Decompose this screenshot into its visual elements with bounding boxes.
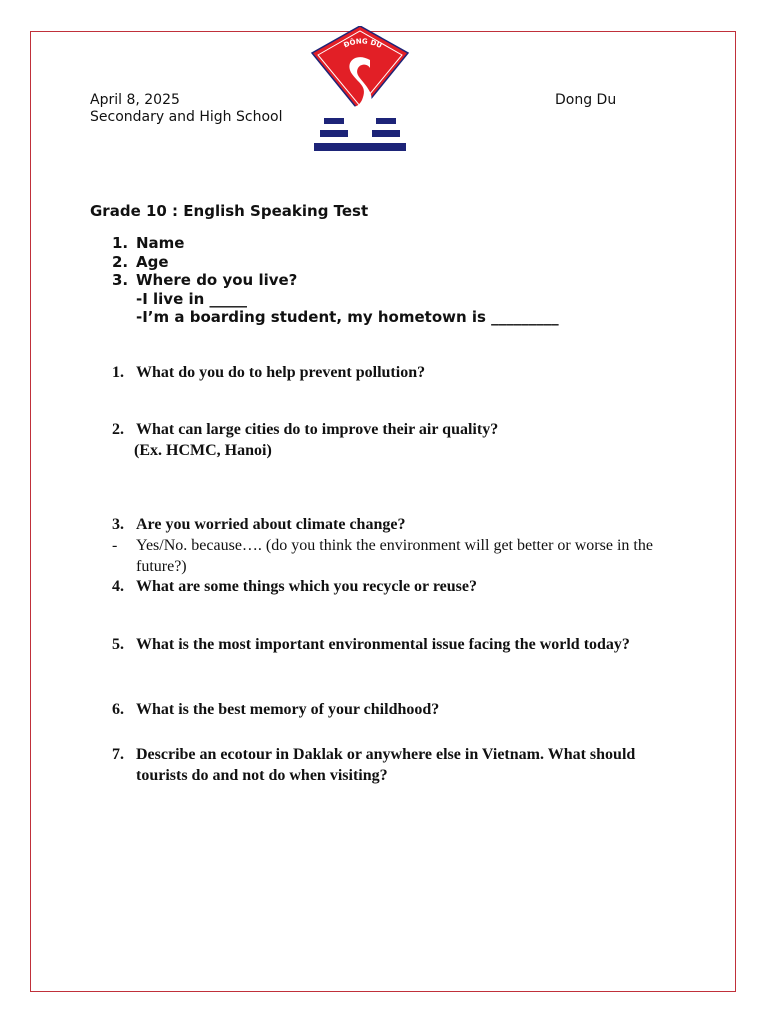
question-3: 3. Are you worried about climate change? - Yes/No. because…. (do you think the environment will get better or worse in the future?) xyxy=(112,514,672,577)
question-text: What are some things which you recycle or reuse? xyxy=(136,578,478,595)
question-2: 2. What can large cities do to improve their air quality? (Ex. HCMC, Hanoi) xyxy=(112,419,672,461)
info-item: 2. Age xyxy=(112,252,169,271)
student-info-list xyxy=(112,234,559,327)
info-item: 3. Where do you live? xyxy=(112,271,298,289)
question-1: 1. What do you do to help prevent pollution? xyxy=(112,364,426,381)
info-label: Where do you live? xyxy=(136,271,298,289)
question-5: 5. What is the most important environmental issue facing the world today? xyxy=(112,636,630,653)
hint-text: Yes/No. because…. (do you think the environment will get better or worse in the future?) xyxy=(136,537,653,575)
question-text: What can large cities do to improve their air quality? xyxy=(136,421,499,438)
question-text: What is the most important environmental issue facing the world today? xyxy=(136,636,630,653)
school-line-text: Secondary and High School xyxy=(90,109,283,125)
info-label: Name xyxy=(136,234,185,252)
question-7: 7. Describe an ecotour in Daklak or anywhere else in Vietnam. What should tourists do and not do when visiting? xyxy=(112,744,652,786)
question-4: 4. What are some things which you recycle or reuse? xyxy=(112,578,478,595)
svg-text:ĐÔNG DU: ĐÔNG DU xyxy=(342,37,384,50)
school-name-text: Dong Du xyxy=(555,92,617,108)
info-item: 1. Name xyxy=(112,234,185,252)
question-text: Are you worried about climate change? xyxy=(136,516,406,533)
school-logo xyxy=(296,26,424,158)
info-sub-line: -I’m a boarding student, my hometown is _________ xyxy=(136,308,559,326)
question-text: What do you do to help prevent pollution? xyxy=(136,364,426,381)
date-text: April 8, 2025 xyxy=(90,92,180,108)
question-text: Describe an ecotour in Daklak or anywhere else in Vietnam. What should tourists do and not do when visiting? xyxy=(136,746,636,784)
info-sub-line: -I live in _____ xyxy=(136,289,248,308)
page-border xyxy=(30,31,736,992)
info-label: Age xyxy=(136,252,169,271)
header-left xyxy=(90,92,283,126)
test-title: Grade 10 : English Speaking Test xyxy=(90,202,369,220)
question-note: (Ex. HCMC, Hanoi) xyxy=(134,442,272,459)
question-6: 6. What is the best memory of your childhood? xyxy=(112,701,440,718)
question-text: What is the best memory of your childhood? xyxy=(136,701,440,718)
header-right xyxy=(555,92,616,109)
question-hint: - Yes/No. because…. (do you think the environment will get better or worse in the future?) xyxy=(112,535,672,577)
